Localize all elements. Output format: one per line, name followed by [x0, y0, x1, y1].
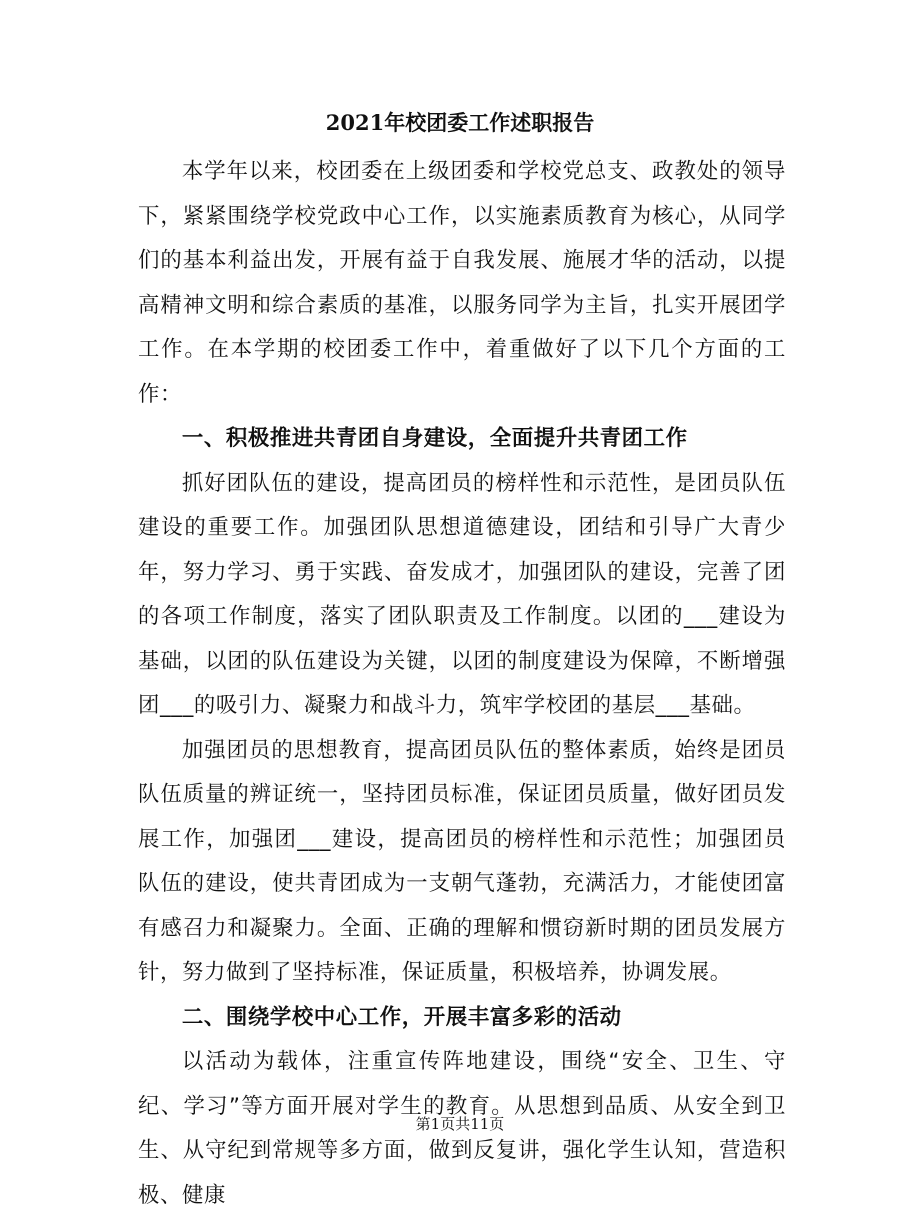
paragraph-team-building: 抓好团队伍的建设，提高团员的榜样性和示范性，是团员队伍建设的重要工作。加强团队思想道德建设，团结和引导广大青少年，努力学习、勇于实践、奋发成才，加强团队的建设，完善了团的各项工作制度，落实了团队职责及工作制度。以团的___建设为基础，以团的队伍建设为关键，以团的制度建设为保障，不断增强团___的吸引力、凝聚力和战斗力，筑牢学校团的基层___基础。: [138, 470, 786, 718]
section-heading-1: 一、积极推进共青团自身建设，全面提升共青团工作: [181, 426, 688, 451]
section-heading-2: 二、围绕学校中心工作，开展丰富多彩的活动: [181, 1004, 622, 1030]
page-number-footer: 第1页共11页: [415, 1115, 505, 1133]
document-title: 2021年校团委工作述职报告: [325, 110, 595, 135]
paragraph-member-education: 加强团员的思想教育，提高团员队伍的整体素质，始终是团员队伍质量的辨证统一，坚持团员标准，保证团员质量，做好团员发展工作，加强团___建设，提高团员的榜样性和示范性；加强团员队伍的建设，使共青团成为一支朝气蓬勃，充满活力，才能使团富有感召力和凝聚力。全面、正确的理解和惯窃新时期的团员发展方针，努力做到了坚持标准，保证质量，积极培养，协调发展。: [138, 737, 786, 985]
paragraph-intro: 本学年以来，校团委在上级团委和学校党总支、政教处的领导下，紧紧围绕学校党政中心工作，以实施素质教育为核心，从同学们的基本利益出发，开展有益于自我发展、施展才华的活动，以提高精神文明和综合素质的基准，以服务同学为主旨，扎实开展团学工作。在本学期的校团委工作中，着重做好了以下几个方面的工作：: [138, 159, 786, 407]
paragraph-activities: 以活动为载体，注重宣传阵地建设，围绕“安全、卫生、守纪、学习”等方面开展对学生的教育。从思想到品质、从安全到卫生、从守纪到常规等多方面，做到反复讲，强化学生认知，营造积极、健康: [138, 1049, 786, 1208]
document-body: [138, 150, 786, 1218]
